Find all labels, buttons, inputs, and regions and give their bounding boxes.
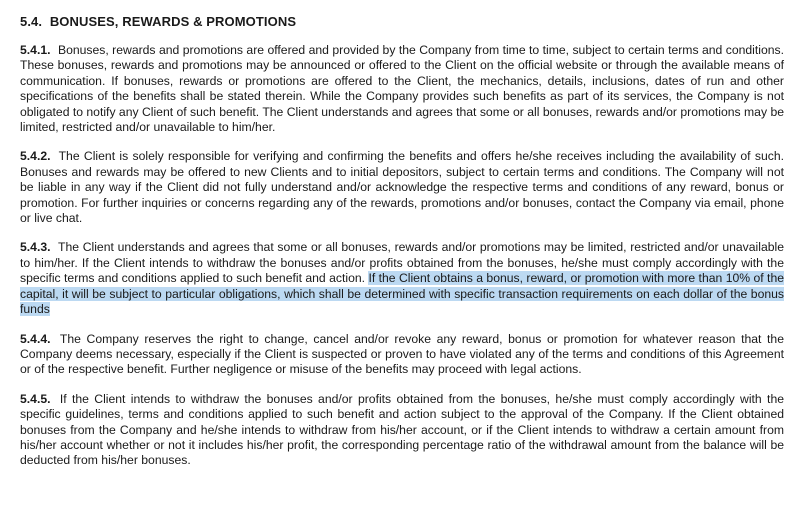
section-number: 5.4.	[20, 14, 43, 29]
clause-text: The Client is solely responsible for verifying and confirming the benefits and offers he/she receives including the availability of such. Bonuses and rewards may be offered to new Clients and to initial depositors, subject to certain terms and conditions. The Company will not be liable in any way if the Client did not fully understand and/or acknowledge the respective terms and conditions of any reward, bonus or promotion. For further inquiries or concerns regarding any of the rewards, promotions and/or bonuses, contact the Company via email, phone or live chat.	[20, 149, 784, 226]
clause-5-4-5	[20, 392, 784, 469]
clause-text: The Client understands and agrees that some or all bonuses, rewards and/or promotions may be limited, restricted and/or unavailable to him/her. If the Client intends to withdraw the bonuses and/or profits obtained from the bonuses, he/she must comply accordingly with the specific terms and conditions applied to such benefit and action.	[20, 240, 784, 286]
clause-text: Bonuses, rewards and promotions are offered and provided by the Company from time to time, subject to certain terms and conditions. These bonuses, rewards and promotions may be announced or offered to the Client on the official website or through the available means of communication. If bonuses, rewards or promotions are offered to the Client, the mechanics, details, inclusions, dates of run and other specifications of the benefits shall be stated therein. While the Company provides such benefits as part of its services, the Company is not obligated to notify any Client of such benefit. The Client understands and agrees that some or all bonuses, rewards and/or promotions may be limited, restricted and/or unavailable to him/her.	[20, 43, 785, 135]
clause-5-4-3	[20, 240, 784, 317]
document-page	[20, 14, 784, 483]
clause-number: 5.4.3.	[20, 240, 51, 255]
clause-5-4-2	[20, 149, 784, 226]
section-heading: BONUSES, REWARDS & PROMOTIONS	[49, 14, 297, 29]
clause-number: 5.4.4.	[20, 331, 51, 346]
highlighted-text-selection[interactable]: If the Client obtains a bonus, reward, or promotion with more than 10% of the capital, it will be subject to particular obligations, which shall be determined with specific transaction requirements on each dollar of the bonus funds	[20, 271, 784, 317]
clause-number: 5.4.2.	[20, 149, 51, 164]
clause-number: 5.4.5.	[20, 391, 51, 406]
clause-text: The Company reserves the right to change, cancel and/or revoke any reward, bonus or promotion for whatever reason that the Company deems necessary, especially if the Client is suspected or proven to have violated any of the terms and conditions of this Agreement or of the respective benefit. Further negligence or misuse of the benefits may proceed with legal actions.	[20, 331, 784, 377]
section-title	[20, 14, 784, 29]
clause-5-4-1	[20, 43, 784, 135]
clause-number: 5.4.1.	[20, 43, 51, 57]
clause-5-4-4	[20, 332, 784, 378]
clause-text: If the Client intends to withdraw the bonuses and/or profits obtained from the bonuses, he/she must comply accordingly with the specific guidelines, terms and conditions applied to such benefit and action subject to the approval of the Company. If the Client obtained bonuses from the Company and he/she intends to withdraw from his/her account, or if the Client intends to withdraw a certain amount from his/her account whether or not it includes his/her profit, the corresponding percentage ratio of the withdrawal amount from the balance will be deducted from his/her bonuses.	[20, 391, 784, 468]
